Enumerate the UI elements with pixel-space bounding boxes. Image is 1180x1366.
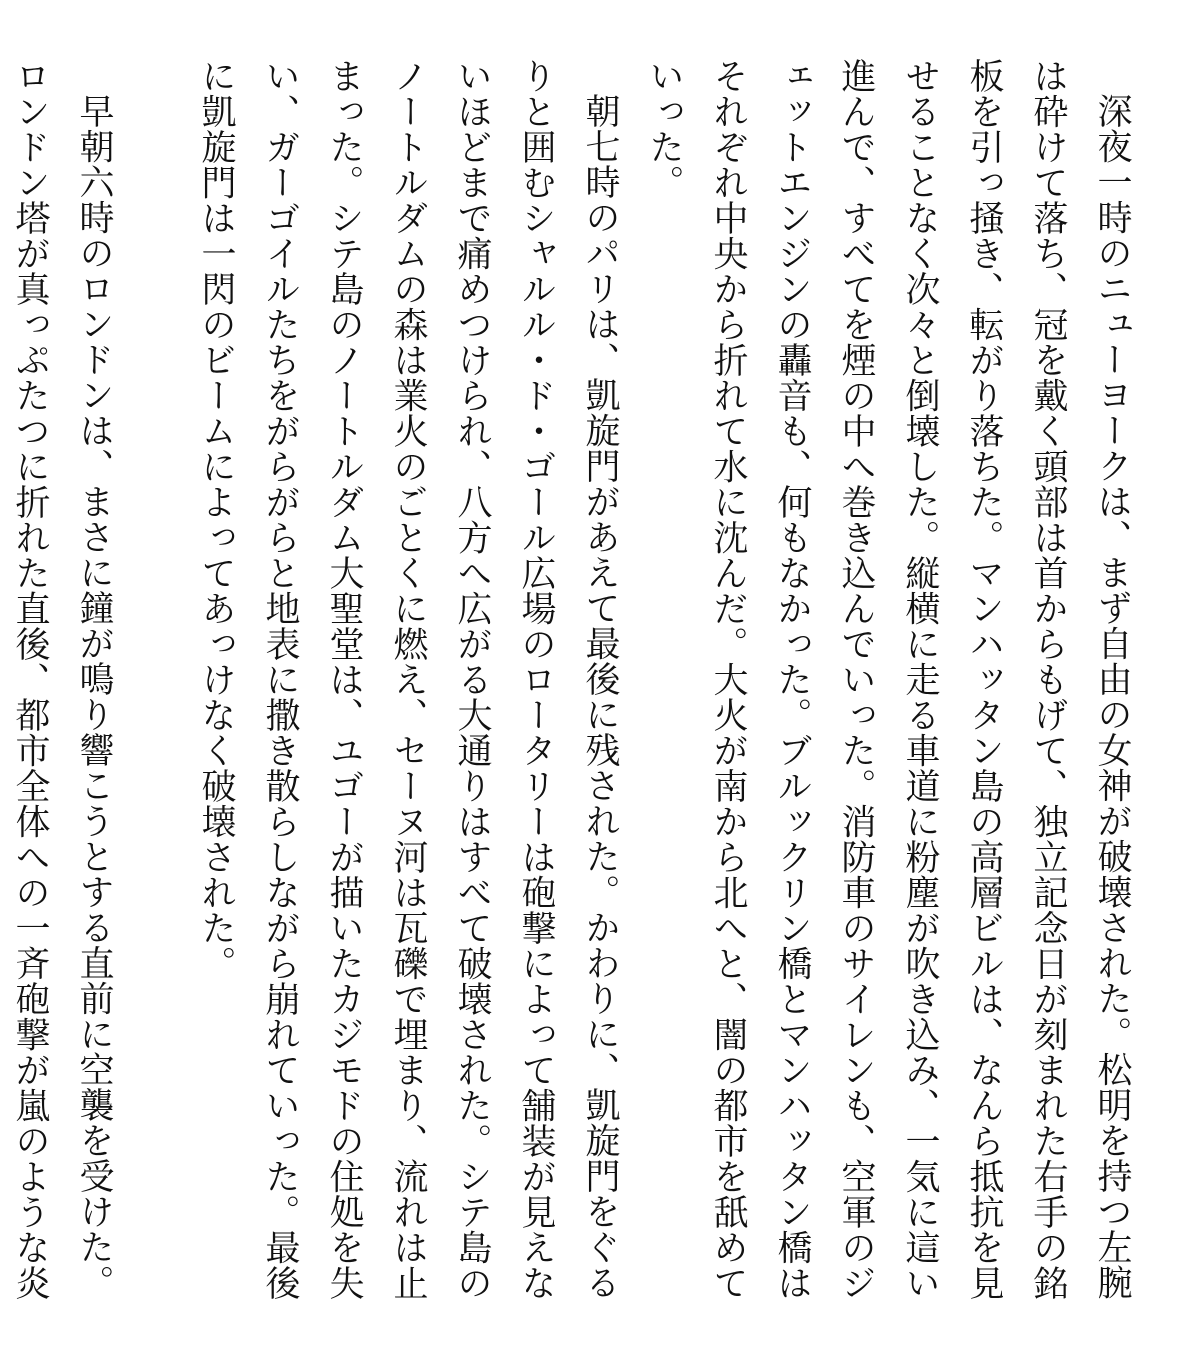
paragraph-london: 早朝六時のロンドンは、まさに鐘が鳴り響こうとする直前に空襲を受けた。ロンドン塔が真っぷたつに折れた直後、都市全体への一斉砲撃が嵐のような炎 [10, 58, 114, 1301]
paragraph-new-york: 深夜一時のニューヨークは、まず自由の女神が破壊された。松明を持つ左腕は砕けて落ち、冠を戴く頭部は首からもげて、独立記念日が刻まれた右手の銘板を引っ掻き、転がり落ちた。マンハッタン島の高層ビルは、なんら抵抗を見せることなく次々と倒壊した。縦横に走る車道に粉塵が吹き込み、一気に這い進んで、すべてを煙の中へ巻き込んでいった。消防車のサイレンも、空軍のジェットエンジンの轟音も、何もなかった。ブルックリン橋とマンハッタン橋はそれぞれ中央から折れて水に沈んだ。大火が南から北へと、闇の都市を舐めていった。 [644, 58, 1132, 1301]
vertical-text-body [0, 58, 1144, 1328]
paragraph-paris: 朝七時のパリは、凱旋門があえて最後に残された。かわりに、凱旋門をぐるりと囲むシャルル・ド・ゴール広場のロータリーは砲撃によって舗装が見えないほどまで痛めつけられ、八方へ広がる大通りはすべて破壊された。シテ島のノートルダムの森は業火のごとくに燃え、セーヌ河は瓦礫で埋まり、流れは止まった。シテ島のノートルダム大聖堂は、ユゴーが描いたカジモドの住処を失い、ガーゴイルたちをがらがらと地表に撒き散らしながら崩れていった。最後に凱旋門は一閃のビームによってあっけなく破壊された。 [196, 58, 620, 1301]
